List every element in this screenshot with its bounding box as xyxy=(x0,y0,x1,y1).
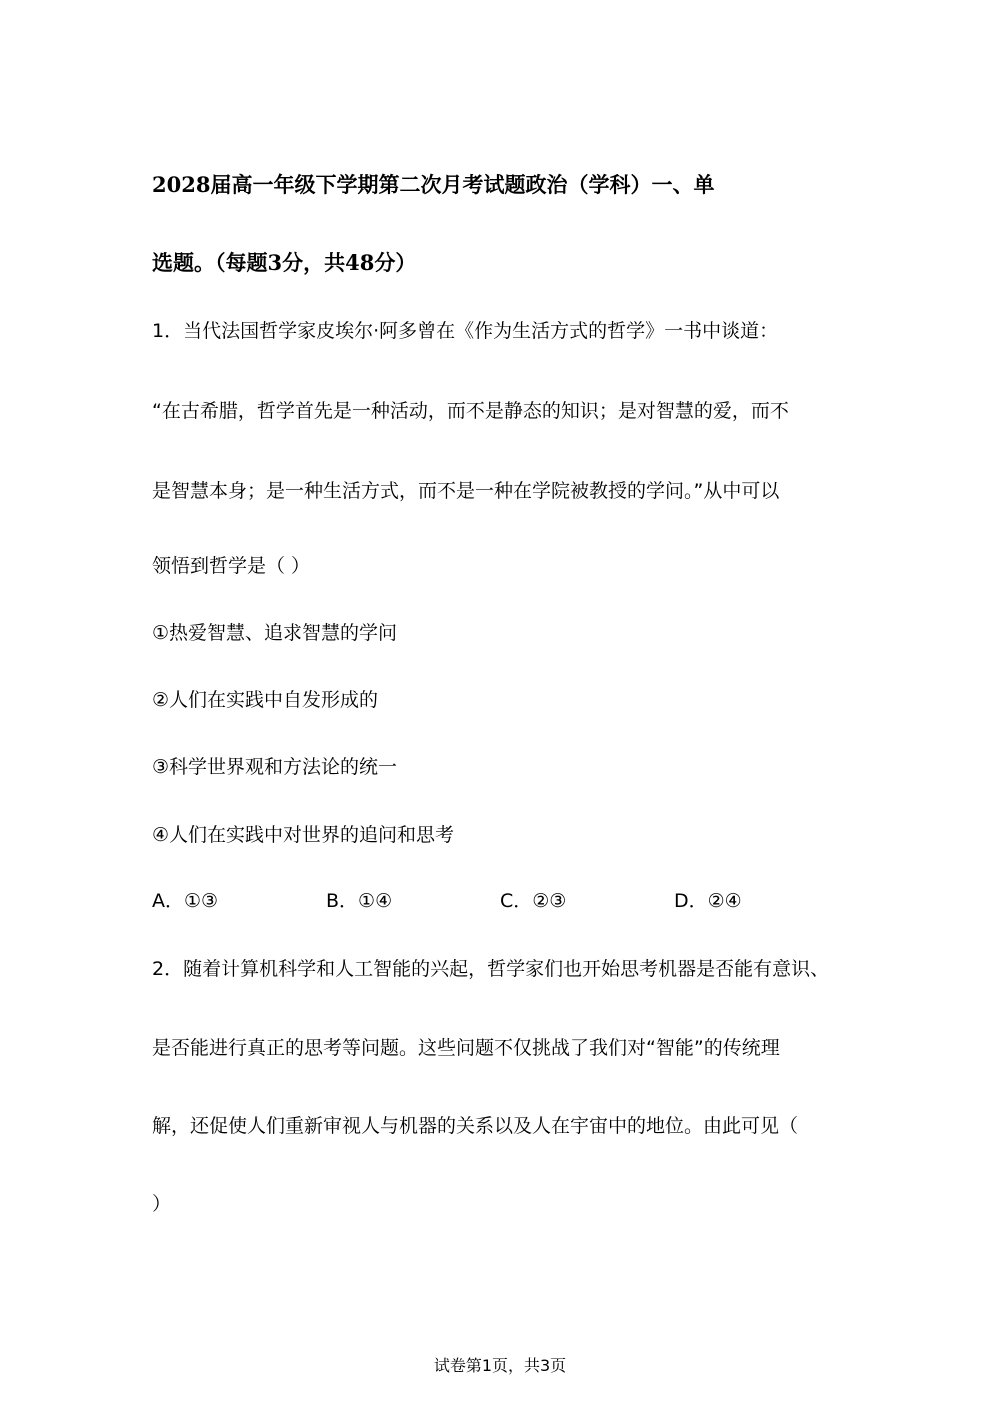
question-2-line-4: ） xyxy=(152,1193,172,1215)
option-d: D．②④ xyxy=(674,890,742,912)
question-2-line-1: 2．随着计算机科学和人工智能的兴起，哲学家们也开始思考机器是否能有意识、 xyxy=(152,958,830,980)
question-1-line-4: 领悟到哲学是（ ） xyxy=(152,555,311,577)
option-b: B．①④ xyxy=(326,890,393,912)
question-1-line-1: 1．当代法国哲学家皮埃尔·阿多曾在《作为生活方式的哲学》一书中谈道： xyxy=(152,320,779,342)
question-1-statement-3: ③科学世界观和方法论的统一 xyxy=(152,756,398,778)
title-text-1: 2028届高一年级下学期第二次月考试题政治（学科）一、单 xyxy=(152,172,715,197)
question-1-options xyxy=(152,888,872,914)
question-1-line-2: “在古希腊，哲学首先是一种活动，而不是静态的知识；是对智慧的爱，而不 xyxy=(152,400,789,422)
question-1-statement-1: ①热爱智慧、追求智慧的学问 xyxy=(152,622,398,644)
question-2-line-2: 是否能进行真正的思考等问题。这些问题不仅挑战了我们对“智能”的传统理 xyxy=(152,1037,780,1059)
question-1-statement-4: ④人们在实践中对世界的追问和思考 xyxy=(152,824,455,846)
exam-title-line-1 xyxy=(152,172,872,198)
option-c: C．②③ xyxy=(500,890,567,912)
exam-title-line-2 xyxy=(152,250,872,276)
question-1-line-3: 是智慧本身；是一种生活方式，而不是一种在学院被教授的学问。”从中可以 xyxy=(152,480,780,502)
option-a: A．①③ xyxy=(152,890,219,912)
question-1-statement-2: ②人们在实践中自发形成的 xyxy=(152,689,379,711)
title-text-2: 选题。（每题3分，共48分） xyxy=(152,250,417,275)
question-2-line-3: 解，还促使人们重新审视人与机器的关系以及人在宇宙中的地位。由此可见（ xyxy=(152,1115,799,1137)
page-footer: 试卷第1页，共3页 xyxy=(433,1356,567,1375)
